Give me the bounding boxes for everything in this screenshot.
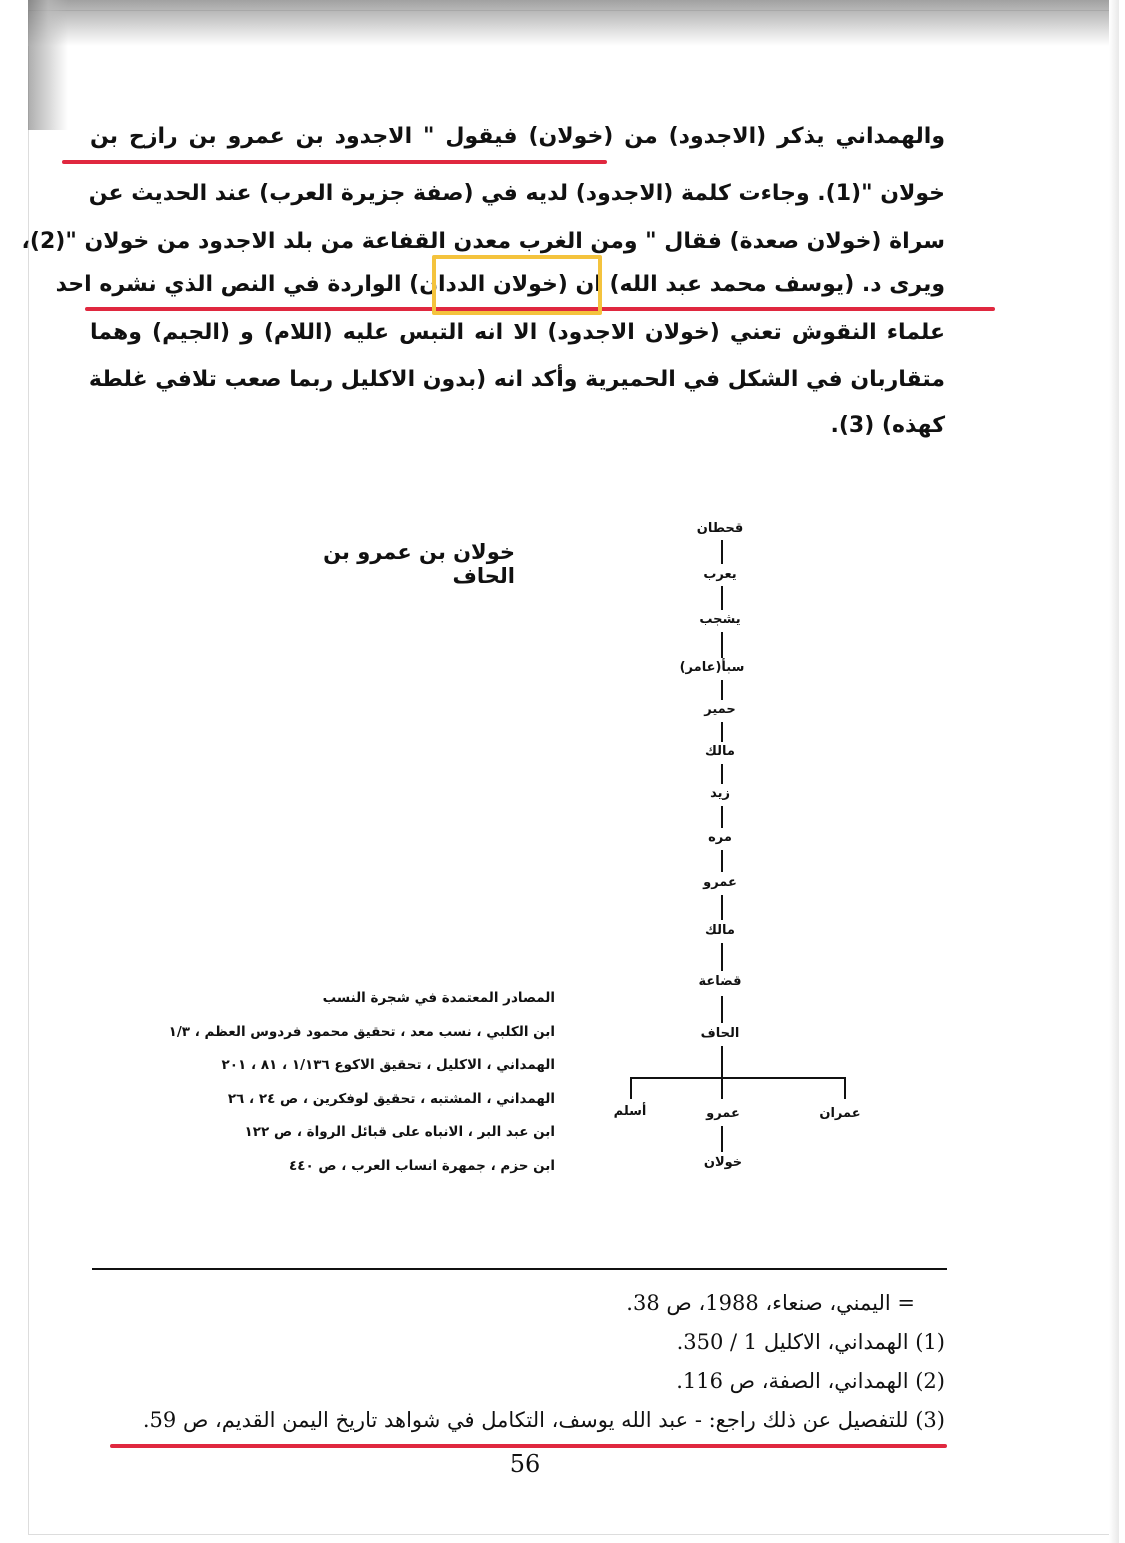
tree-connector	[721, 806, 723, 828]
tree-node-amr-child: عمرو	[706, 1106, 740, 1121]
tree-node-zayd: زيد	[710, 786, 730, 801]
tree-node-murra: مره	[708, 830, 732, 845]
source-item: الهمداني ، المشتبه ، تحقيق لوفكرين ، ص ٢٤ ، ٢٦	[227, 1090, 555, 1107]
tree-node-aslam: أسلم	[613, 1104, 647, 1119]
tree-connector	[721, 632, 723, 658]
footnote-2: (2) الهمداني، الصفة، ص 116.	[676, 1369, 945, 1393]
tree-node-yarub: يعرب	[703, 567, 737, 582]
source-item: ابن الكلبي ، نسب معد ، تحقيق محمود فردوس العظم ، ١/٣	[168, 1023, 555, 1040]
tree-connector	[630, 1077, 632, 1099]
tree-connector	[721, 850, 723, 872]
tree-connector	[721, 943, 723, 971]
page-edge	[1109, 0, 1119, 1543]
body-line-5: علماء النقوش تعني (خولان الاجدود) الا انه التبس عليه (اللام) و (الجيم) وهما	[90, 320, 945, 345]
tree-connector	[721, 1126, 723, 1152]
source-item: الهمداني ، الاكليل ، تحقيق الاكوع ١/١٣٦ ، ٨١ ، ٢٠١	[221, 1057, 555, 1073]
tree-connector	[721, 996, 723, 1023]
chart-title: خولان بن عمرو بن الحاف	[323, 540, 515, 588]
tree-node-amr: عمرو	[703, 875, 737, 890]
source-item: ابن عبد البر ، الانباه على قبائل الرواة ، ص ١٢٢	[244, 1124, 555, 1140]
footnote-3: (3) للتفصيل عن ذلك راجع: - عبد الله يوسف، التكامل في شواهد تاريخ اليمن القديم، ص 59.	[142, 1408, 945, 1432]
body-line-6: متقاربان في الشكل في الحميرية وأكد انه (بدون الاكليل ربما صعب تلافي غلطة	[88, 367, 945, 392]
tree-connector	[721, 764, 723, 784]
body-line-7: كهذه) (3).	[830, 413, 945, 438]
tree-node-malik: مالك	[705, 744, 735, 759]
page-number: 56	[509, 1450, 541, 1478]
sources-heading: المصادر المعتمدة في شجرة النسب	[322, 990, 555, 1006]
tree-connector	[844, 1077, 846, 1099]
footnote-1: (1) الهمداني، الاكليل 1 / 350.	[676, 1330, 945, 1354]
tree-connector	[721, 680, 723, 700]
body-line-3: سراة (خولان صعدة) فقال " ومن الغرب معدن القفاعة من بلد الاجدود من خولان "(2)،	[21, 229, 945, 254]
body-line-1: والهمداني يذكر (الاجدود) من (خولان) فيقول " الاجدود بن عمرو بن رازح بن	[90, 124, 945, 149]
tree-node-himyar: حمير	[704, 702, 736, 717]
footnote-separator	[92, 1268, 947, 1270]
body-line-4: ويرى د. (يوسف محمد عبد الله) ان (خولان الددان) الواردة في النص الذي نشره احد	[55, 272, 945, 297]
tree-connector	[721, 540, 723, 564]
sources-list	[168, 982, 555, 1183]
scan-shadow-top	[28, 0, 1116, 46]
tree-node-qudaa: قضاعة	[698, 974, 742, 989]
yellow-highlight-box	[432, 255, 602, 315]
footnote-continuation: = اليمني، صنعاء، 1988، ص 38.	[626, 1291, 915, 1315]
tree-branch-line	[630, 1077, 846, 1079]
tree-connector	[721, 1046, 723, 1078]
body-line-2: خولان "(1). وجاءت كلمة (الاجدود) لديه في (صفة جزيرة العرب) عند الحديث عن	[88, 181, 945, 206]
tree-connector	[721, 1077, 723, 1099]
footnotes	[90, 1284, 945, 1440]
tree-node-qahtan: قحطان	[696, 521, 744, 536]
tree-node-malik-2: مالك	[705, 923, 735, 938]
red-underline-1	[62, 160, 607, 164]
source-item: ابن حزم ، جمهرة انساب العرب ، ص ٤٤٠	[288, 1157, 555, 1174]
tree-node-yashjub: يشجب	[699, 612, 741, 627]
tree-node-khawlan: خولان	[703, 1155, 743, 1170]
tree-connector	[721, 586, 723, 610]
red-underline-3	[110, 1444, 947, 1448]
tree-connector	[721, 722, 723, 742]
tree-connector	[721, 895, 723, 920]
tree-node-imran: عمران	[819, 1106, 861, 1121]
scan-shadow-left	[28, 0, 68, 130]
tree-node-saba: سبأ(عامر)	[679, 660, 745, 675]
tree-node-alhaf: الحاف	[700, 1026, 740, 1041]
